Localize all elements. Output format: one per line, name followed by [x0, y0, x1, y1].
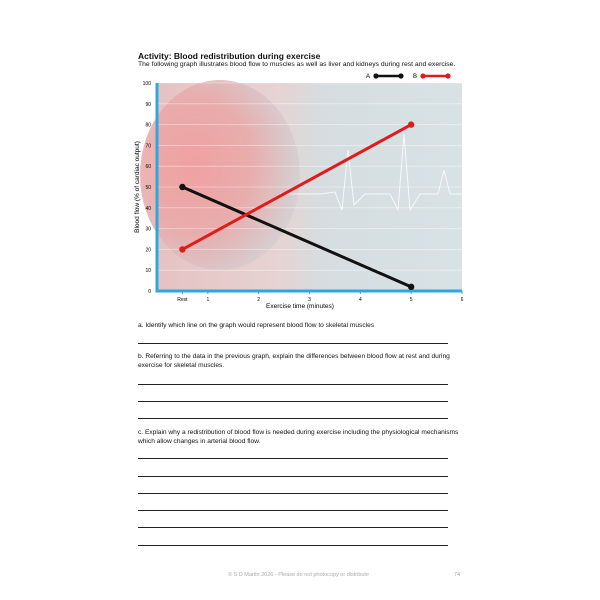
x-tick-label: 2: [257, 297, 261, 303]
answer-line-a1[interactable]: [138, 343, 448, 344]
y-tick-label: 20: [145, 247, 151, 254]
activity-title: Activity: Blood redistribution during exercise: [138, 51, 321, 61]
answer-line-c6[interactable]: [138, 545, 448, 546]
y-tick-label: 70: [145, 143, 151, 150]
answer-line-b1[interactable]: [138, 384, 448, 385]
series-point-a: [408, 284, 414, 290]
series-point-a: [179, 184, 185, 190]
y-tick-label: 30: [145, 226, 151, 233]
x-tick-label: 4: [358, 297, 362, 303]
y-tick-label: 50: [145, 185, 151, 191]
y-tick-label: 60: [145, 164, 151, 171]
x-axis-label: Exercise time (minutes): [266, 303, 334, 310]
y-tick-label: 100: [142, 81, 151, 87]
question-a: a. Identify which line on the graph would represent blood flow to skeletal muscles: [138, 322, 375, 329]
y-tick-label: 0: [148, 289, 151, 295]
legend-label-a: A: [366, 74, 371, 80]
answer-line-c2[interactable]: [138, 476, 448, 477]
footer-copyright: © S D Martin 2026 - Please do not photocopy or distribute: [228, 572, 370, 578]
answer-line-c3[interactable]: [138, 493, 448, 494]
y-tick-label: 40: [145, 205, 151, 212]
answer-line-b2[interactable]: [138, 401, 448, 402]
question-b: b. Referring to the data in the previous graph, explain the differences between blood flow at rest and during exercise for skeletal muscles.: [138, 353, 450, 369]
series-point-b: [179, 246, 185, 252]
x-tick-label: 6: [460, 297, 464, 303]
series-point-b: [408, 121, 414, 127]
legend-marker-a: [398, 73, 403, 78]
y-tick-label: 90: [145, 101, 151, 108]
answer-line-b3[interactable]: [138, 418, 448, 419]
legend-marker-b: [445, 73, 450, 78]
answer-line-c1[interactable]: [138, 458, 448, 459]
x-tick-label: 1: [206, 297, 210, 303]
legend-marker-b: [420, 73, 425, 78]
legend: [366, 73, 451, 80]
x-tick-label: Rest: [177, 297, 188, 303]
page-number: 74: [454, 572, 461, 578]
answer-line-c5[interactable]: [138, 527, 448, 528]
question-c: c. Explain why a redistribution of blood flow is needed during exercise including the physiological mechanisms which allow changes in arterial blood flow.: [138, 429, 459, 445]
heart-background-image: [140, 80, 300, 270]
x-tick-label: 3: [308, 297, 311, 303]
x-tick-label: 5: [409, 297, 413, 303]
y-axis-label: Blood flow (% of cardiac output): [134, 141, 141, 233]
y-tick-label: 10: [145, 268, 151, 275]
activity-intro: The following graph illustrates blood flow to muscles as well as liver and kidneys during rest and exercise.: [138, 61, 456, 68]
answer-line-c4[interactable]: [138, 510, 448, 511]
x-tick-labels: [177, 291, 463, 303]
legend-label-b: B: [413, 74, 418, 80]
legend-marker-a: [373, 73, 378, 78]
blood-flow-chart: [120, 70, 480, 315]
y-tick-label: 80: [145, 122, 151, 129]
